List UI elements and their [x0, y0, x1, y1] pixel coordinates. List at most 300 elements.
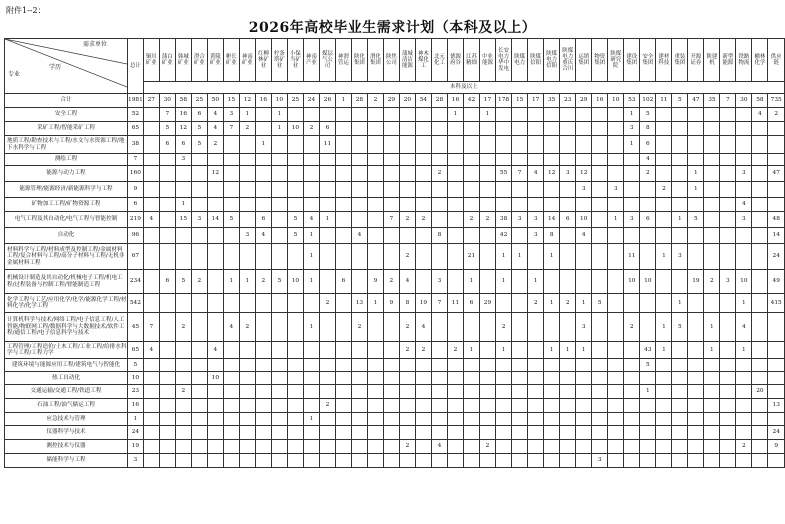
- demand-cell: [271, 166, 287, 182]
- demand-cell: [592, 399, 608, 413]
- demand-cell: 1: [624, 108, 640, 122]
- unit-header: 江苏精细: [463, 39, 479, 82]
- demand-cell: [367, 154, 383, 166]
- demand-cell: [720, 385, 736, 399]
- demand-cell: 6: [319, 122, 335, 136]
- demand-cell: 3: [576, 182, 592, 198]
- demand-cell: [207, 313, 223, 342]
- demand-cell: 4: [255, 228, 271, 244]
- demand-cell: [383, 244, 399, 270]
- demand-cell: 2: [640, 166, 656, 182]
- demand-cell: [608, 198, 624, 212]
- major-row: [5, 244, 785, 270]
- demand-cell: [496, 385, 512, 399]
- demand-cell: 5: [592, 294, 608, 313]
- demand-cell: [576, 454, 592, 468]
- demand-cell: [592, 166, 608, 182]
- demand-cell: 10: [287, 270, 303, 294]
- demand-cell: [223, 413, 239, 426]
- demand-cell: 11: [447, 294, 463, 313]
- demand-cell: [319, 426, 335, 440]
- demand-cell: 2: [415, 342, 431, 359]
- demand-cell: [271, 454, 287, 468]
- demand-cell: [351, 198, 367, 212]
- demand-cell: [560, 270, 576, 294]
- demand-cell: [415, 440, 431, 454]
- demand-cell: [688, 413, 704, 426]
- demand-cell: [479, 154, 495, 166]
- demand-cell: 1: [175, 198, 191, 212]
- demand-cell: [720, 440, 736, 454]
- demand-cell: [512, 359, 528, 372]
- demand-cell: 4: [431, 440, 447, 454]
- demand-cell: 1: [736, 294, 752, 313]
- demand-cell: [143, 122, 159, 136]
- demand-cell: [335, 154, 351, 166]
- major-row: [5, 182, 785, 198]
- demand-cell: [415, 154, 431, 166]
- demand-cell: 4: [640, 154, 656, 166]
- demand-cell: 4: [143, 342, 159, 359]
- demand-cell: [159, 198, 175, 212]
- demand-cell: [319, 454, 335, 468]
- header-corner: [5, 39, 128, 94]
- major-row: [5, 154, 785, 166]
- corner-degree-label: 学历: [49, 64, 62, 71]
- demand-cell: [752, 426, 768, 440]
- demand-cell: [560, 359, 576, 372]
- demand-cell: [399, 372, 415, 385]
- demand-cell: [479, 270, 495, 294]
- demand-cell: [608, 122, 624, 136]
- demand-cell: [672, 108, 688, 122]
- unit-header: 韩城矿业: [175, 39, 191, 82]
- demand-cell: [768, 342, 785, 359]
- demand-cell: [415, 454, 431, 468]
- demand-cell: [640, 182, 656, 198]
- demand-cell: [528, 244, 544, 270]
- demand-cell: 58: [175, 94, 191, 108]
- demand-cell: [383, 426, 399, 440]
- demand-cell: 5: [287, 212, 303, 228]
- demand-cell: [496, 136, 512, 154]
- demand-cell: 1: [688, 166, 704, 182]
- demand-cell: [496, 359, 512, 372]
- demand-cell: [239, 399, 255, 413]
- unit-header: 蒲城清洁能源: [399, 39, 415, 82]
- demand-cell: [592, 136, 608, 154]
- demand-cell: [383, 122, 399, 136]
- demand-cell: [239, 198, 255, 212]
- demand-cell: [576, 385, 592, 399]
- demand-cell: [287, 244, 303, 270]
- demand-cell: [335, 244, 351, 270]
- demand-cell: [688, 372, 704, 385]
- demand-cell: [672, 270, 688, 294]
- demand-cell: [512, 372, 528, 385]
- demand-cell: 415: [768, 294, 785, 313]
- demand-cell: 3: [431, 270, 447, 294]
- demand-cell: [335, 228, 351, 244]
- demand-cell: [736, 182, 752, 198]
- demand-cell: [319, 359, 335, 372]
- demand-cell: [191, 426, 207, 440]
- demand-cell: 2: [399, 440, 415, 454]
- demand-cell: [528, 136, 544, 154]
- demand-cell: [656, 212, 672, 228]
- demand-cell: [479, 244, 495, 270]
- demand-cell: [768, 372, 785, 385]
- demand-cell: [319, 342, 335, 359]
- demand-cell: [287, 166, 303, 182]
- demand-cell: [415, 413, 431, 426]
- demand-cell: [576, 198, 592, 212]
- demand-cell: 5: [672, 94, 688, 108]
- demand-cell: [704, 108, 720, 122]
- demand-cell: [479, 182, 495, 198]
- demand-cell: 4: [143, 212, 159, 228]
- demand-cell: [688, 154, 704, 166]
- demand-cell: [271, 198, 287, 212]
- demand-cell: [528, 182, 544, 198]
- demand-cell: 10: [576, 212, 592, 228]
- demand-cell: [608, 385, 624, 399]
- unit-header: 德源府谷: [447, 39, 463, 82]
- demand-cell: [255, 385, 271, 399]
- demand-cell: [656, 270, 672, 294]
- demand-cell: [351, 182, 367, 198]
- demand-cell: 29: [576, 94, 592, 108]
- demand-cell: [319, 244, 335, 270]
- demand-cell: 8: [544, 228, 560, 244]
- demand-cell: [624, 426, 640, 440]
- demand-cell: [367, 454, 383, 468]
- demand-cell: [736, 122, 752, 136]
- demand-cell: [560, 385, 576, 399]
- demand-cell: [528, 359, 544, 372]
- demand-cell: 2: [415, 212, 431, 228]
- demand-cell: [207, 454, 223, 468]
- demand-cell: [688, 454, 704, 468]
- demand-cell: 5: [640, 108, 656, 122]
- demand-cell: [768, 313, 785, 342]
- demand-cell: [319, 413, 335, 426]
- demand-cell: [351, 154, 367, 166]
- demand-cell: 7: [720, 94, 736, 108]
- demand-cell: 1: [640, 385, 656, 399]
- demand-cell: 17: [479, 94, 495, 108]
- demand-cell: [704, 440, 720, 454]
- demand-cell: [624, 182, 640, 198]
- demand-cell: [672, 122, 688, 136]
- demand-cell: [223, 342, 239, 359]
- demand-cell: [736, 372, 752, 385]
- demand-cell: [704, 212, 720, 228]
- demand-cell: [768, 454, 785, 468]
- demand-cell: [223, 228, 239, 244]
- demand-cell: [672, 399, 688, 413]
- demand-cell: [431, 244, 447, 270]
- demand-cell: [736, 426, 752, 440]
- demand-cell: [768, 385, 785, 399]
- demand-cell: 17: [528, 94, 544, 108]
- demand-cell: [447, 270, 463, 294]
- demand-cell: [191, 313, 207, 342]
- demand-cell: [720, 166, 736, 182]
- demand-cell: 2: [175, 313, 191, 342]
- demand-cell: [239, 426, 255, 440]
- demand-cell: 5: [191, 122, 207, 136]
- major-name: 合计: [5, 94, 128, 108]
- demand-cell: 3: [592, 454, 608, 468]
- demand-cell: 2: [768, 108, 785, 122]
- unit-header: 新型能源: [720, 39, 736, 82]
- demand-cell: [576, 426, 592, 440]
- demand-cell: [191, 228, 207, 244]
- major-name: 应急技术与管理: [5, 413, 128, 426]
- demand-cell: [303, 426, 319, 440]
- demand-cell: [688, 399, 704, 413]
- demand-cell: [704, 166, 720, 182]
- demand-cell: [271, 372, 287, 385]
- demand-cell: [175, 244, 191, 270]
- demand-cell: 13: [351, 294, 367, 313]
- demand-cell: [608, 413, 624, 426]
- demand-cell: [159, 244, 175, 270]
- demand-cell: [255, 399, 271, 413]
- row-total: 65: [128, 122, 144, 136]
- row-total: 1: [128, 413, 144, 426]
- corner-major-label: 专业: [8, 71, 21, 78]
- demand-cell: [335, 182, 351, 198]
- demand-cell: [223, 154, 239, 166]
- demand-cell: [143, 440, 159, 454]
- demand-cell: 6: [255, 212, 271, 228]
- demand-cell: [335, 313, 351, 342]
- demand-cell: [720, 372, 736, 385]
- demand-cell: [720, 182, 736, 198]
- demand-cell: [528, 198, 544, 212]
- demand-cell: [752, 342, 768, 359]
- demand-cell: 6: [640, 136, 656, 154]
- demand-cell: [736, 413, 752, 426]
- demand-cell: [303, 359, 319, 372]
- demand-cell: [768, 198, 785, 212]
- demand-cell: [496, 182, 512, 198]
- demand-cell: [255, 182, 271, 198]
- demand-cell: 5: [688, 212, 704, 228]
- major-row: [5, 342, 785, 359]
- demand-cell: [143, 108, 159, 122]
- demand-cell: [624, 294, 640, 313]
- demand-cell: [271, 413, 287, 426]
- demand-cell: [479, 372, 495, 385]
- demand-cell: [672, 454, 688, 468]
- major-name: 能源与动力工程: [5, 166, 128, 182]
- demand-cell: 2: [207, 136, 223, 154]
- demand-cell: 178: [496, 94, 512, 108]
- demand-cell: [544, 413, 560, 426]
- demand-cell: [367, 372, 383, 385]
- demand-cell: [415, 426, 431, 440]
- demand-cell: [496, 294, 512, 313]
- demand-cell: [239, 413, 255, 426]
- demand-cell: [736, 454, 752, 468]
- demand-cell: [351, 399, 367, 413]
- row-total: 10: [128, 372, 144, 385]
- demand-cell: 6: [463, 294, 479, 313]
- demand-cell: 11: [319, 136, 335, 154]
- demand-cell: [159, 294, 175, 313]
- degree-span-header: 本科及以上: [143, 82, 784, 94]
- unit-header: 榆林化学: [752, 39, 768, 82]
- major-row: [5, 454, 785, 468]
- demand-cell: [752, 270, 768, 294]
- demand-cell: [496, 413, 512, 426]
- demand-cell: [159, 212, 175, 228]
- demand-cell: [656, 228, 672, 244]
- demand-cell: [239, 454, 255, 468]
- demand-cell: 1: [656, 313, 672, 342]
- demand-cell: 2: [399, 212, 415, 228]
- demand-cell: 15: [175, 212, 191, 228]
- demand-cell: [608, 108, 624, 122]
- demand-cell: [544, 108, 560, 122]
- demand-cell: 1: [239, 108, 255, 122]
- demand-cell: [672, 342, 688, 359]
- demand-cell: [271, 244, 287, 270]
- demand-cell: [560, 244, 576, 270]
- demand-cell: 1: [544, 294, 560, 313]
- demand-cell: [512, 294, 528, 313]
- demand-cell: [672, 154, 688, 166]
- demand-cell: [319, 270, 335, 294]
- demand-cell: [656, 399, 672, 413]
- demand-cell: [159, 426, 175, 440]
- demand-cell: [704, 359, 720, 372]
- demand-cell: [704, 228, 720, 244]
- demand-cell: [335, 413, 351, 426]
- demand-cell: [271, 399, 287, 413]
- demand-cell: [351, 166, 367, 182]
- demand-cell: [752, 136, 768, 154]
- demand-cell: [720, 399, 736, 413]
- demand-cell: [255, 198, 271, 212]
- demand-cell: [303, 166, 319, 182]
- demand-cell: [207, 426, 223, 440]
- unit-header: 北元化工: [431, 39, 447, 82]
- demand-cell: [415, 385, 431, 399]
- unit-header: 建设集团: [624, 39, 640, 82]
- demand-cell: [287, 313, 303, 342]
- demand-cell: [544, 426, 560, 440]
- demand-cell: 14: [768, 228, 785, 244]
- demand-cell: [608, 166, 624, 182]
- demand-cell: [624, 385, 640, 399]
- demand-cell: 1: [736, 342, 752, 359]
- demand-cell: [223, 294, 239, 313]
- demand-cell: [351, 426, 367, 440]
- demand-cell: [335, 385, 351, 399]
- major-name: 交通运输/交通工程/铁道工程: [5, 385, 128, 399]
- demand-cell: [463, 136, 479, 154]
- demand-cell: 2: [704, 270, 720, 294]
- demand-cell: 1: [303, 244, 319, 270]
- demand-cell: [271, 385, 287, 399]
- demand-cell: [640, 454, 656, 468]
- demand-cell: 5: [159, 122, 175, 136]
- demand-cell: 24: [768, 426, 785, 440]
- demand-cell: [271, 440, 287, 454]
- demand-cell: [560, 399, 576, 413]
- major-name: 仪器科学与技术: [5, 426, 128, 440]
- row-total: 24: [128, 426, 144, 440]
- demand-cell: [271, 294, 287, 313]
- demand-cell: [399, 154, 415, 166]
- demand-cell: 4: [528, 166, 544, 182]
- demand-cell: [624, 399, 640, 413]
- unit-header: 神渭管运: [335, 39, 351, 82]
- demand-cell: [608, 440, 624, 454]
- demand-cell: [303, 182, 319, 198]
- demand-cell: [399, 426, 415, 440]
- demand-cell: 1: [672, 212, 688, 228]
- demand-cell: [688, 244, 704, 270]
- demand-cell: [624, 154, 640, 166]
- demand-cell: [239, 359, 255, 372]
- unit-header: 柠条塔矿业: [271, 39, 287, 82]
- demand-cell: [624, 359, 640, 372]
- demand-cell: [512, 182, 528, 198]
- demand-cell: [431, 454, 447, 468]
- demand-cell: 1: [576, 342, 592, 359]
- demand-cell: [447, 454, 463, 468]
- unit-header: 陕化集团: [351, 39, 367, 82]
- demand-cell: 1: [367, 294, 383, 313]
- demand-cell: [544, 385, 560, 399]
- demand-cell: [191, 166, 207, 182]
- demand-cell: [351, 122, 367, 136]
- row-total: 7: [128, 154, 144, 166]
- demand-cell: 55: [496, 166, 512, 182]
- demand-cell: [688, 426, 704, 440]
- total-header: 总计: [128, 39, 144, 94]
- row-total: 52: [128, 108, 144, 122]
- demand-cell: [399, 108, 415, 122]
- demand-cell: [143, 136, 159, 154]
- major-name: 建筑环境与能源应用工程/建筑电气与智能化: [5, 359, 128, 372]
- demand-cell: [415, 136, 431, 154]
- demand-cell: 16: [255, 94, 271, 108]
- demand-cell: [768, 359, 785, 372]
- demand-cell: [608, 342, 624, 359]
- demand-cell: [287, 413, 303, 426]
- demand-cell: [399, 385, 415, 399]
- demand-cell: 42: [463, 94, 479, 108]
- demand-cell: [768, 182, 785, 198]
- demand-cell: [752, 372, 768, 385]
- demand-cell: [688, 136, 704, 154]
- demand-cell: 5: [672, 313, 688, 342]
- major-row: [5, 294, 785, 313]
- demand-cell: [191, 198, 207, 212]
- demand-cell: [608, 454, 624, 468]
- demand-cell: [447, 359, 463, 372]
- page-title: 2026年高校毕业生需求计划（本科及以上）: [248, 20, 537, 36]
- demand-cell: [303, 154, 319, 166]
- row-total: 65: [128, 342, 144, 359]
- demand-cell: [159, 454, 175, 468]
